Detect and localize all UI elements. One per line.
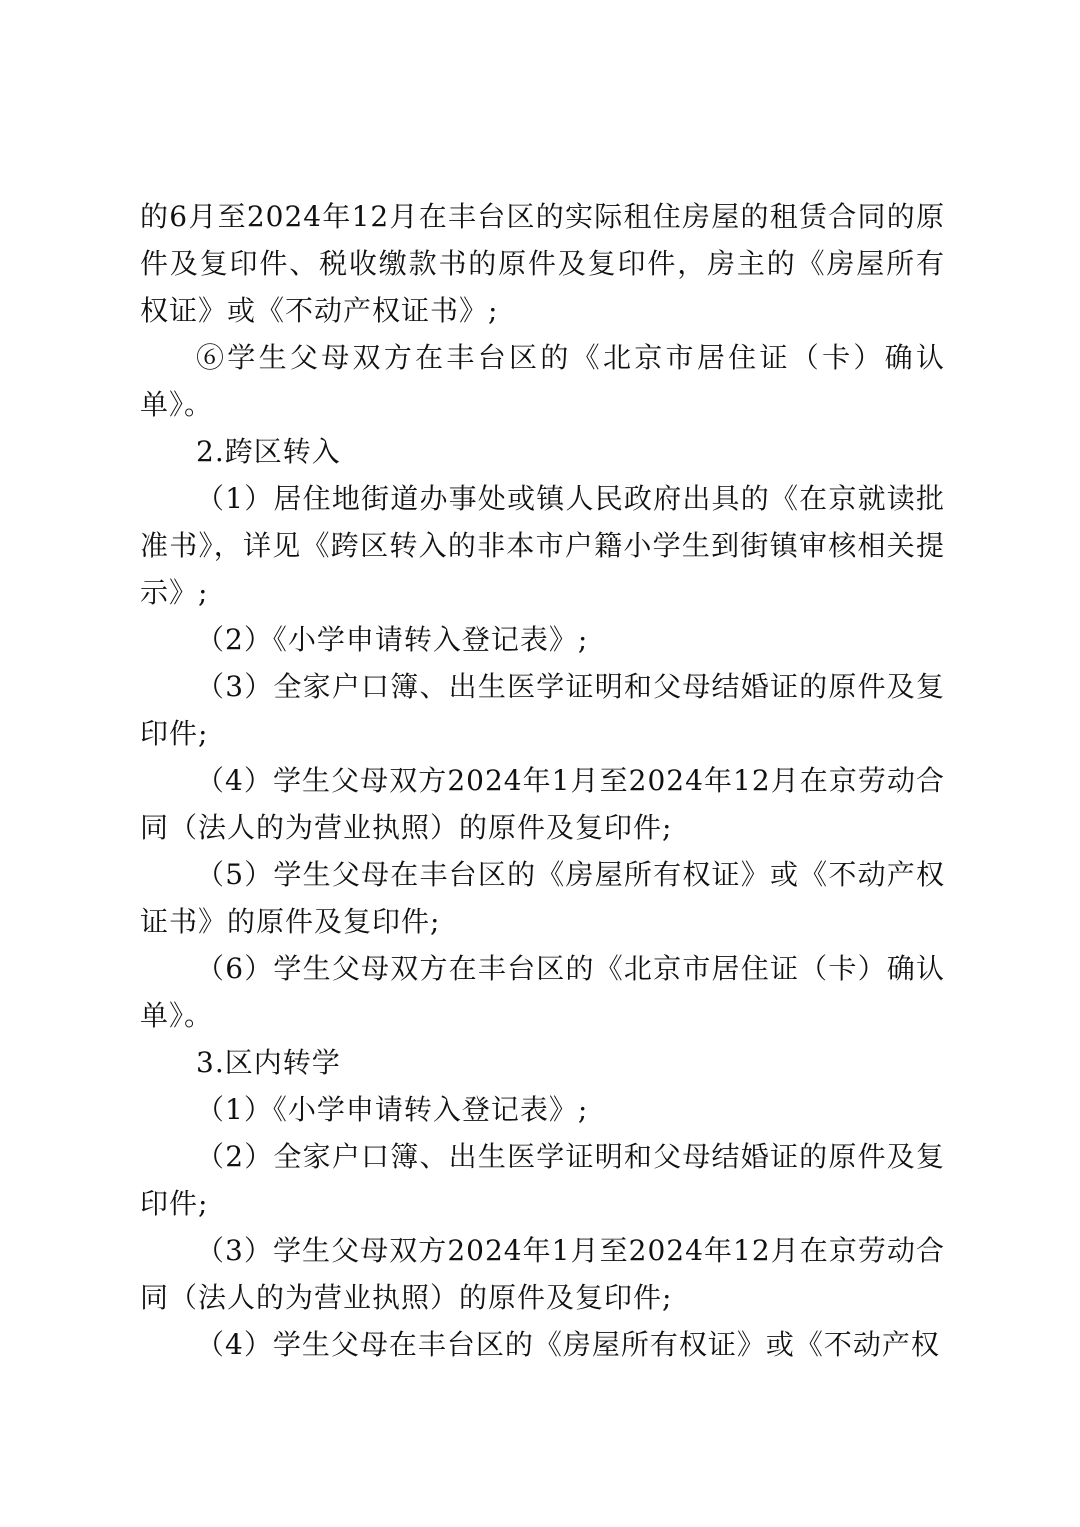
paragraph-intra-district-1: （1）《小学申请转入登记表》; (196, 1093, 589, 1126)
paragraph-cross-district-2: （2）《小学申请转入登记表》; (196, 623, 589, 656)
paragraph-intra-district-2: （2）全家户口簿、出生医学证明和父母结婚证的原件及复印件; (140, 1140, 945, 1220)
paragraph-cross-district-3: （3）全家户口簿、出生医学证明和父母结婚证的原件及复印件; (140, 670, 945, 750)
paragraph-cross-district-4: （4）学生父母双方2024年1月至2024年12月在京劳动合同（法人的为营业执照）的原件及复印件; (140, 764, 945, 844)
paragraph-cross-district-5: （5）学生父母在丰台区的《房屋所有权证》或《不动产权证书》的原件及复印件; (140, 858, 945, 938)
section-heading-intra-district: 3.区内转学 (196, 1046, 341, 1079)
paragraph-intra-district-4: （4）学生父母在丰台区的《房屋所有权证》或《不动产权 (196, 1328, 940, 1361)
paragraph-cross-district-6: （6）学生父母双方在丰台区的《北京市居住证（卡）确认单》。 (140, 952, 945, 1032)
paragraph-continuation: 的6月至2024年12月在丰台区的实际租住房屋的租赁合同的原件及复印件、税收缴款书的原件及复印件，房主的《房屋所有权证》或《不动产权证书》; (140, 200, 945, 327)
paragraph-cross-district-1: （1）居住地街道办事处或镇人民政府出具的《在京就读批准书》，详见《跨区转入的非本市户籍小学生到街镇审核相关提示》; (140, 482, 945, 609)
section-heading-cross-district: 2.跨区转入 (196, 435, 341, 468)
paragraph-intra-district-3: （3）学生父母双方2024年1月至2024年12月在京劳动合同（法人的为营业执照）的原件及复印件; (140, 1234, 945, 1314)
paragraph-item-6: ⑥学生父母双方在丰台区的《北京市居住证（卡）确认单》。 (140, 341, 945, 421)
document-body (140, 193, 945, 1368)
